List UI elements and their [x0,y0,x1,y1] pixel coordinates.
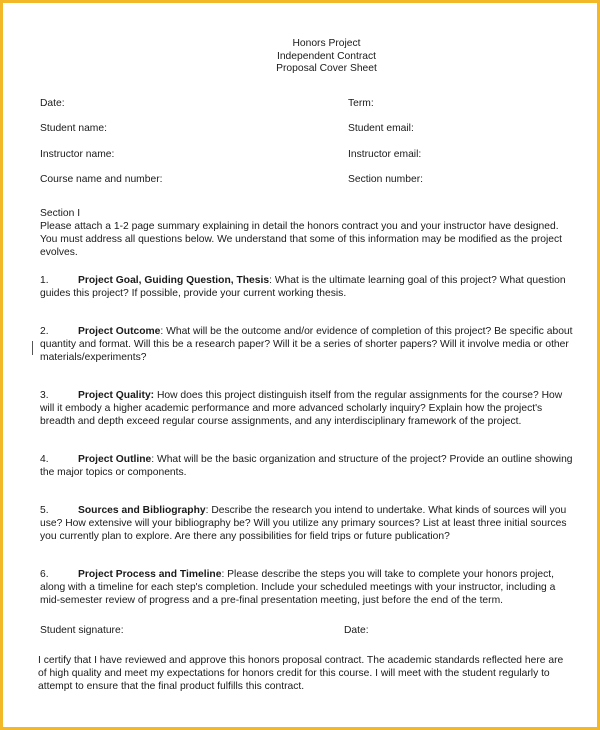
section-number-label: Section number: [348,174,423,185]
document-header [80,38,573,76]
question-text: : Please describe the steps you will take to complete your honors project, along with a timeline for each step's completion. Include your scheduled meetings with your instructor, including a mid-semester review of progress and a pre-final presentation meeting, just before the end of the term. [40,569,556,606]
question-text: How does this project distinguish itself from the regular assignments for the course? How will it embody a higher academic performance and more advanced scholarly inquiry? Explain how the project's breadth and depth exceed regular course assignments, and any interdisciplinary framework of the project. [40,390,563,427]
section-intro: Please attach a 1-2 page summary explaining in detail the honors contract you and your instructor have designed. You must address all questions below. We understand that some of this information may be modified as the project evolves. [40,221,562,258]
question-title: Sources and Bibliography [78,505,206,516]
section-title: Section I [40,208,81,219]
student-name-label: Student name: [40,123,107,134]
header-line-3: Proposal Cover Sheet [276,63,377,74]
term-label: Term: [348,97,374,109]
question-text: : What is the ultimate learning goal of this project? What question guides this project? If possible, provide your current working thesis. [40,275,566,299]
question-number: 4. [40,454,49,465]
question-title: Project Process and Timeline [78,569,222,580]
instructor-email-label: Instructor email: [348,148,422,160]
question-4 [40,453,573,479]
question-text: : Describe the research you intend to undertake. What kinds of sources will you use? How extensive will your bibliography be? Will you utilize any primary sources? List at least three initial sources you currently plan to explore. Are there any possibilities for field trips or future publication? [40,505,567,542]
question-text: : What will be the outcome and/or evidence of completion of this project? Be specific about quantity and format. Will this be a research paper? Will it be a series of shorter papers? Will it involve media or other materials/experiments? [40,326,573,363]
signature-date-label: Date: [344,625,369,636]
question-number: 1. [40,275,49,286]
student-signature-label: Student signature: [40,625,124,636]
field-row-instructor [40,148,573,161]
header-line-2: Independent Contract [276,50,377,62]
question-2 [40,325,573,364]
document-page [3,3,597,727]
question-text: : What will be the basic organization and structure of the project? Provide an outline showing the major topics or components. [40,454,573,478]
instructor-name-label: Instructor name: [40,148,115,160]
question-title: Project Outcome [78,326,161,337]
question-number: 5. [40,505,49,516]
question-title: Project Outline [78,454,152,465]
question-3 [40,389,573,428]
signature-row [40,624,573,637]
text-cursor-mark [32,341,33,355]
field-row-date [40,97,573,110]
question-number: 6. [40,569,49,580]
field-row-student [40,122,573,135]
student-email-label: Student email: [348,123,414,134]
question-title: Project Quality: [78,390,155,401]
question-1 [40,274,573,300]
question-6 [40,568,573,607]
question-number: 2. [40,326,49,337]
header-line-1: Honors Project [292,38,361,49]
question-title: Project Goal, Guiding Question, Thesis [78,275,270,286]
question-5 [40,504,573,543]
date-label: Date: [40,97,65,109]
question-number: 3. [40,390,49,401]
course-label: Course name and number: [40,174,163,185]
field-row-course [40,173,573,186]
certification-statement: I certify that I have reviewed and approve this honors proposal contract. The academic standards reflected here are of high quality and meet my expectations for honors credit for this course. I will meet with the student regularly to attempt to ensure that the final product fulfills this contract. [38,655,564,692]
